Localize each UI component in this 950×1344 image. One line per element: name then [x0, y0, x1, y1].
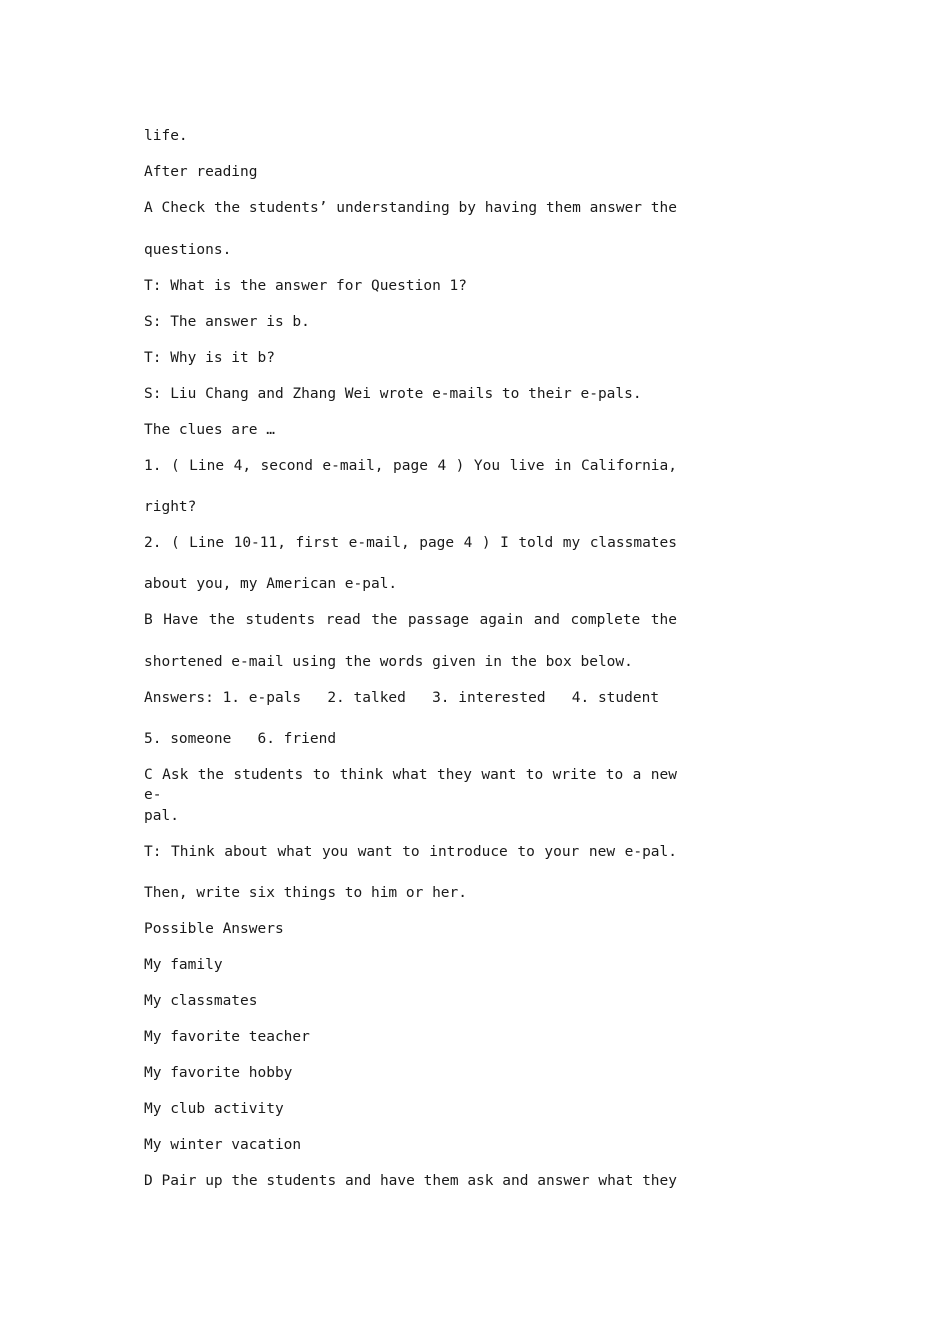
section-heading: After reading	[144, 164, 258, 180]
clue-item: 2. ( Line 10-11, first e-mail, page 4 ) I told my classmates	[144, 535, 677, 551]
text-line: The clues are …	[144, 422, 275, 438]
list-item: My winter vacation	[144, 1137, 302, 1153]
text-line: B Have the students read the passage again and complete the	[144, 612, 677, 628]
section-heading: Possible Answers	[144, 921, 284, 937]
list-item: My family	[144, 957, 223, 973]
text-line: about you, my American e-pal.	[144, 576, 398, 592]
list-item: My favorite teacher	[144, 1029, 310, 1045]
text-line: shortened e-mail using the words given in the box below.	[144, 654, 633, 670]
list-item: My club activity	[144, 1101, 284, 1117]
text-line: right?	[144, 499, 197, 515]
list-item: My favorite hobby	[144, 1065, 293, 1081]
text-line: Then, write six things to him or her.	[144, 885, 468, 901]
answers-line: 5. someone 6. friend	[144, 731, 337, 747]
text-line: pal.	[144, 808, 179, 824]
text-line: D Pair up the students and have them ask and answer what they	[144, 1173, 677, 1189]
dialogue-line: S: The answer is b.	[144, 314, 310, 330]
text-line: life.	[144, 128, 188, 144]
text-line: questions.	[144, 242, 232, 258]
dialogue-line: T: Why is it b?	[144, 350, 275, 366]
dialogue-line: S: Liu Chang and Zhang Wei wrote e-mails to their e-pals.	[144, 386, 642, 402]
dialogue-line: T: Think about what you want to introduce to your new e-pal.	[144, 844, 677, 860]
dialogue-line: T: What is the answer for Question 1?	[144, 278, 468, 294]
list-item: My classmates	[144, 993, 258, 1009]
answers-line: Answers: 1. e-pals 2. talked 3. interested 4. student	[144, 690, 660, 706]
text-line: A Check the students’ understanding by having them answer the	[144, 200, 677, 216]
clue-item: 1. ( Line 4, second e-mail, page 4 ) You live in California,	[144, 458, 677, 474]
text-line: C Ask the students to think what they want to write to a new e-	[144, 767, 677, 803]
